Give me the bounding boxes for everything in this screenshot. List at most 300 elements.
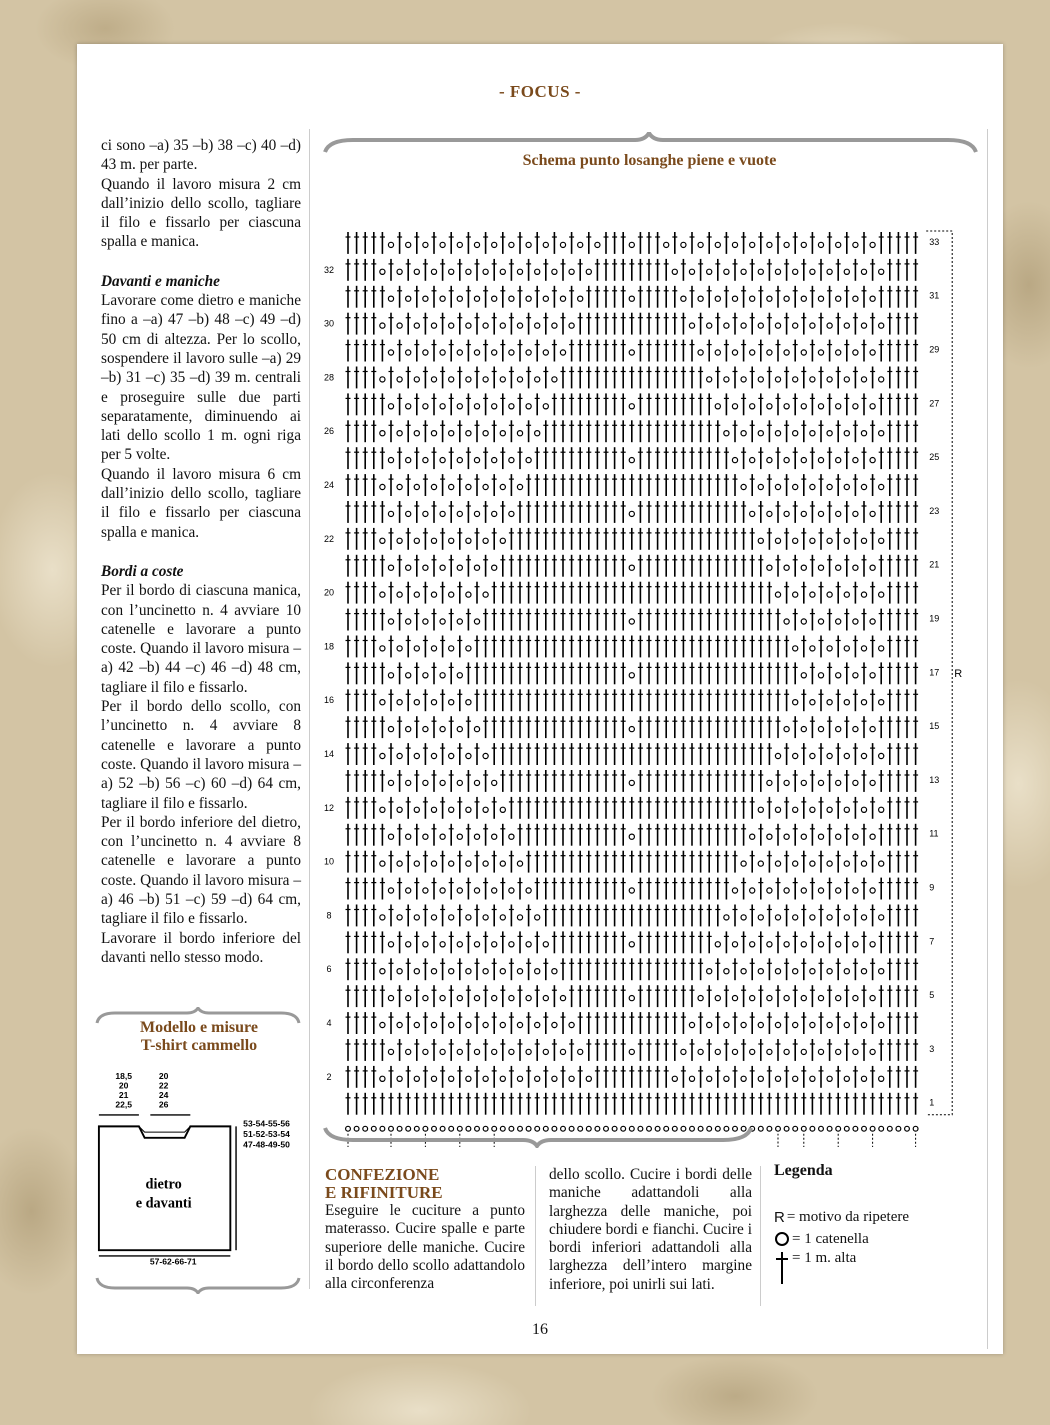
treble-stitch (715, 313, 720, 335)
chain-stitch (861, 431, 866, 436)
treble-stitch (750, 528, 755, 550)
chain-stitch (836, 458, 841, 463)
treble-stitch (526, 851, 531, 873)
treble-stitch (595, 555, 600, 577)
treble-stitch (612, 609, 617, 631)
treble-stitch (449, 770, 454, 792)
treble-stitch (698, 931, 703, 953)
chain-stitch (457, 565, 462, 570)
treble-stitch (853, 420, 858, 442)
treble-stitch (500, 1039, 505, 1061)
chain-stitch (440, 888, 445, 893)
treble-stitch (346, 824, 351, 846)
treble-stitch (707, 286, 712, 308)
treble-stitch (466, 1093, 471, 1115)
chain-stitch (870, 942, 875, 947)
treble-stitch (724, 824, 729, 846)
treble-stitch (664, 1012, 669, 1034)
chain-stitch (801, 565, 806, 570)
treble-stitch (363, 931, 368, 953)
treble-stitch (518, 878, 523, 900)
treble-stitch (509, 474, 514, 496)
chain-stitch (449, 484, 454, 489)
chain-stitch (775, 538, 780, 543)
treble-stitch (913, 1039, 918, 1061)
treble-stitch (535, 689, 540, 711)
treble-stitch (483, 636, 488, 658)
treble-stitch (664, 1093, 669, 1115)
treble-stitch (905, 447, 910, 469)
foundation-chain (913, 1126, 918, 1131)
treble-stitch (509, 582, 514, 604)
treble-stitch (578, 420, 583, 442)
chain-stitch (483, 753, 488, 758)
treble-stitch (647, 420, 652, 442)
chain-stitch (535, 323, 540, 328)
treble-stitch (767, 582, 772, 604)
chain-stitch (827, 1076, 832, 1081)
treble-stitch (655, 286, 660, 308)
chain-stitch (775, 431, 780, 436)
chain-stitch (810, 538, 815, 543)
treble-stitch (475, 367, 480, 389)
treble-stitch (509, 367, 514, 389)
treble-stitch (346, 313, 351, 335)
chain-stitch (414, 377, 419, 382)
treble-stitch (913, 958, 918, 980)
chain-stitch (423, 996, 428, 1001)
treble-stitch (647, 770, 652, 792)
treble-stitch (672, 716, 677, 738)
chain-stitch (629, 404, 634, 409)
treble-stitch (475, 662, 480, 684)
treble-stitch (569, 340, 574, 362)
foundation-chain (896, 1126, 901, 1131)
treble-stitch (466, 501, 471, 523)
treble-stitch (578, 582, 583, 604)
treble-stitch (862, 770, 867, 792)
treble-stitch (371, 797, 376, 819)
treble-stitch (621, 1012, 626, 1034)
treble-stitch (664, 716, 669, 738)
chain-stitch (526, 458, 531, 463)
treble-stitch (905, 905, 910, 927)
treble-stitch (905, 367, 910, 389)
treble-stitch (896, 985, 901, 1007)
chain-stitch (672, 1076, 677, 1081)
treble-stitch (905, 662, 910, 684)
treble-stitch (466, 985, 471, 1007)
treble-stitch (414, 878, 419, 900)
treble-stitch (733, 743, 738, 765)
chain-stitch (861, 484, 866, 489)
treble-stitch (475, 313, 480, 335)
treble-stitch (793, 232, 798, 254)
chain-stitch (758, 969, 763, 974)
treble-stitch (913, 232, 918, 254)
chain-stitch (397, 861, 402, 866)
chain-stitch (500, 269, 505, 274)
treble-stitch (724, 582, 729, 604)
treble-stitch (629, 958, 634, 980)
treble-stitch (500, 447, 505, 469)
treble-stitch (724, 232, 729, 254)
treble-stitch (500, 931, 505, 953)
treble-stitch (466, 286, 471, 308)
treble-stitch (612, 636, 617, 658)
chain-stitch (492, 404, 497, 409)
treble-stitch (750, 1066, 755, 1088)
treble-stitch (604, 851, 609, 873)
chain-stitch (853, 1049, 858, 1054)
chain-stitch (707, 969, 712, 974)
treble-stitch (707, 689, 712, 711)
chain-stitch (492, 511, 497, 516)
chain-stitch (397, 969, 402, 974)
treble-stitch (621, 985, 626, 1007)
treble-stitch (371, 1012, 376, 1034)
treble-stitch (827, 662, 832, 684)
treble-stitch (896, 474, 901, 496)
foundation-chain (836, 1126, 841, 1131)
treble-stitch (672, 636, 677, 658)
chain-stitch (517, 431, 522, 436)
treble-stitch (905, 851, 910, 873)
treble-stitch (758, 716, 763, 738)
treble-stitch (724, 689, 729, 711)
chain-stitch (853, 565, 858, 570)
chain-stitch (543, 996, 548, 1001)
treble-stitch (483, 931, 488, 953)
treble-stitch (389, 851, 394, 873)
chain-stitch (517, 269, 522, 274)
treble-stitch (406, 905, 411, 927)
foundation-chain (887, 1126, 892, 1131)
treble-stitch (707, 851, 712, 873)
treble-stitch (578, 528, 583, 550)
treble-stitch (371, 905, 376, 927)
row-number-left: 2 (326, 1071, 332, 1082)
treble-stitch (492, 259, 497, 281)
chain-stitch (741, 269, 746, 274)
width-right-2: 24 (158, 1089, 169, 1100)
treble-stitch (913, 582, 918, 604)
chain-stitch (767, 242, 772, 247)
chain-stitch (836, 673, 841, 678)
treble-stitch (793, 447, 798, 469)
treble-stitch (776, 393, 781, 415)
treble-stitch (561, 743, 566, 765)
treble-stitch (586, 1039, 591, 1061)
treble-stitch (750, 905, 755, 927)
treble-stitch (836, 1093, 841, 1115)
treble-stitch (647, 958, 652, 980)
chain-stitch (741, 915, 746, 920)
treble-stitch (483, 555, 488, 577)
chain-stitch (784, 458, 789, 463)
treble-stitch (784, 1093, 789, 1115)
chain-stitch (681, 1049, 686, 1054)
treble-stitch (776, 609, 781, 631)
chain-stitch (388, 565, 393, 570)
treble-stitch (586, 232, 591, 254)
treble-stitch (784, 474, 789, 496)
chain-stitch (715, 350, 720, 355)
treble-stitch (535, 447, 540, 469)
chain-stitch (801, 673, 806, 678)
treble-stitch (406, 1066, 411, 1088)
treble-stitch (629, 851, 634, 873)
treble-stitch (346, 367, 351, 389)
treble-stitch (879, 555, 884, 577)
treble-stitch (664, 420, 669, 442)
treble-stitch (543, 824, 548, 846)
treble-stitch (569, 985, 574, 1007)
treble-stitch (380, 1093, 385, 1115)
treble-stitch (543, 743, 548, 765)
treble-stitch (905, 1039, 910, 1061)
treble-stitch (750, 420, 755, 442)
chain-stitch (715, 404, 720, 409)
chain-stitch (380, 1076, 385, 1081)
treble-stitch (595, 689, 600, 711)
treble-stitch (380, 662, 385, 684)
treble-stitch (397, 985, 402, 1007)
treble-stitch (862, 555, 867, 577)
treble-stitch (423, 259, 428, 281)
treble-stitch (535, 985, 540, 1007)
treble-stitch (758, 689, 763, 711)
treble-stitch (638, 286, 643, 308)
chain-stitch (810, 753, 815, 758)
treble-stitch (862, 824, 867, 846)
chain-stitch (466, 861, 471, 866)
treble-stitch (604, 716, 609, 738)
treble-stitch (707, 985, 712, 1007)
treble-stitch (672, 501, 677, 523)
treble-stitch (758, 232, 763, 254)
treble-stitch (913, 528, 918, 550)
chain-stitch (414, 807, 419, 812)
treble-stitch (380, 609, 385, 631)
treble-stitch (440, 743, 445, 765)
treble-stitch (655, 1012, 660, 1034)
chain-stitch (457, 888, 462, 893)
treble-stitch (733, 555, 738, 577)
treble-stitch (905, 985, 910, 1007)
treble-stitch (578, 393, 583, 415)
treble-stitch (647, 716, 652, 738)
treble-stitch (561, 555, 566, 577)
brace-bottom (95, 1274, 301, 1294)
treble-stitch (750, 313, 755, 335)
treble-stitch (621, 501, 626, 523)
chain-stitch (535, 1076, 540, 1081)
treble-stitch (543, 716, 548, 738)
treble-stitch (784, 528, 789, 550)
chain-stitch (810, 807, 815, 812)
treble-stitch (862, 716, 867, 738)
treble-stitch (595, 393, 600, 415)
treble-stitch (397, 662, 402, 684)
treble-stitch (552, 636, 557, 658)
column-divider (535, 1166, 536, 1306)
treble-stitch (449, 878, 454, 900)
treble-stitch (801, 743, 806, 765)
chain-stitch (715, 1049, 720, 1054)
treble-stitch (698, 662, 703, 684)
treble-stitch (784, 662, 789, 684)
treble-stitch (586, 878, 591, 900)
chain-stitch (440, 565, 445, 570)
treble-stitch (492, 367, 497, 389)
chain-stitch (500, 377, 505, 382)
chain-stitch (474, 404, 479, 409)
treble-stitch (905, 689, 910, 711)
treble-stitch (655, 474, 660, 496)
treble-stitch (578, 770, 583, 792)
treble-stitch (844, 286, 849, 308)
treble-stitch (363, 393, 368, 415)
chain-stitch (457, 834, 462, 839)
treble-stitch (380, 447, 385, 469)
chain-stitch (732, 458, 737, 463)
treble-stitch (449, 340, 454, 362)
finishing-title-2: E RIFINITURE (325, 1183, 443, 1202)
treble-stitch (569, 447, 574, 469)
treble-stitch (457, 851, 462, 873)
chain-stitch (724, 377, 729, 382)
treble-stitch (707, 931, 712, 953)
chain-stitch (775, 807, 780, 812)
chain-stitch (569, 1076, 574, 1081)
treble-stitch (432, 985, 437, 1007)
treble-stitch (647, 259, 652, 281)
treble-stitch (870, 636, 875, 658)
subheading-davanti: Davanti e maniche (101, 272, 220, 290)
chain-stitch (827, 700, 832, 705)
treble-stitch (741, 797, 746, 819)
treble-stitch (561, 958, 566, 980)
treble-stitch (913, 689, 918, 711)
chain-stitch (466, 323, 471, 328)
treble-stitch (346, 878, 351, 900)
treble-stitch (440, 851, 445, 873)
treble-stitch (483, 824, 488, 846)
chain-stitch (578, 296, 583, 301)
treble-stitch (733, 824, 738, 846)
treble-stitch (363, 905, 368, 927)
treble-stitch (483, 985, 488, 1007)
treble-stitch (346, 447, 351, 469)
treble-stitch (354, 931, 359, 953)
treble-stitch (449, 555, 454, 577)
treble-stitch (758, 582, 763, 604)
treble-stitch (561, 420, 566, 442)
treble-stitch (758, 501, 763, 523)
treble-stitch (827, 286, 832, 308)
treble-stitch (440, 367, 445, 389)
treble-stitch (681, 716, 686, 738)
treble-stitch (672, 905, 677, 927)
treble-stitch (535, 555, 540, 577)
treble-stitch (552, 851, 557, 873)
treble-stitch (406, 1012, 411, 1034)
treble-stitch (896, 1093, 901, 1115)
treble-stitch (758, 931, 763, 953)
chain-stitch (844, 753, 849, 758)
subheading-bordi: Bordi a coste (101, 562, 184, 580)
treble-stitch (733, 367, 738, 389)
treble-stitch (363, 824, 368, 846)
treble-stitch (707, 447, 712, 469)
treble-stitch (905, 1066, 910, 1088)
chain-stitch (732, 242, 737, 247)
treble-stitch (741, 931, 746, 953)
treble-stitch (664, 878, 669, 900)
chain-stitch (801, 242, 806, 247)
treble-stitch (784, 851, 789, 873)
treble-stitch (750, 851, 755, 873)
treble-stitch (363, 743, 368, 765)
treble-stitch (543, 582, 548, 604)
chain-stitch (423, 780, 428, 785)
treble-stitch (389, 420, 394, 442)
treble-stitch (526, 582, 531, 604)
treble-stitch (741, 286, 746, 308)
treble-stitch (664, 958, 669, 980)
treble-stitch (741, 582, 746, 604)
treble-stitch (578, 501, 583, 523)
chain-stitch (879, 1076, 884, 1081)
treble-stitch (784, 743, 789, 765)
treble-stitch (638, 447, 643, 469)
treble-stitch (354, 393, 359, 415)
chain-stitch (414, 753, 419, 758)
treble-stitch (578, 905, 583, 927)
treble-stitch (827, 447, 832, 469)
treble-stitch (801, 313, 806, 335)
treble-stitch (913, 340, 918, 362)
chain-stitch (698, 296, 703, 301)
chain-stitch (758, 377, 763, 382)
treble-stitch (776, 286, 781, 308)
treble-stitch (389, 474, 394, 496)
treble-stitch (896, 367, 901, 389)
treble-stitch (887, 286, 892, 308)
treble-stitch (758, 447, 763, 469)
treble-stitch (423, 958, 428, 980)
treble-stitch (896, 716, 901, 738)
chain-stitch (388, 942, 393, 947)
chain-stitch (380, 431, 385, 436)
treble-stitch (423, 474, 428, 496)
chain-stitch (500, 969, 505, 974)
treble-stitch (784, 582, 789, 604)
treble-stitch (887, 1012, 892, 1034)
treble-stitch (887, 824, 892, 846)
chain-stitch (406, 1049, 411, 1054)
treble-stitch (440, 1012, 445, 1034)
treble-stitch (801, 1066, 806, 1088)
chain-stitch (466, 269, 471, 274)
treble-stitch (647, 609, 652, 631)
treble-stitch (389, 1012, 394, 1034)
treble-stitch (483, 501, 488, 523)
treble-stitch (793, 286, 798, 308)
chain-stitch (767, 458, 772, 463)
treble-stitch (776, 824, 781, 846)
